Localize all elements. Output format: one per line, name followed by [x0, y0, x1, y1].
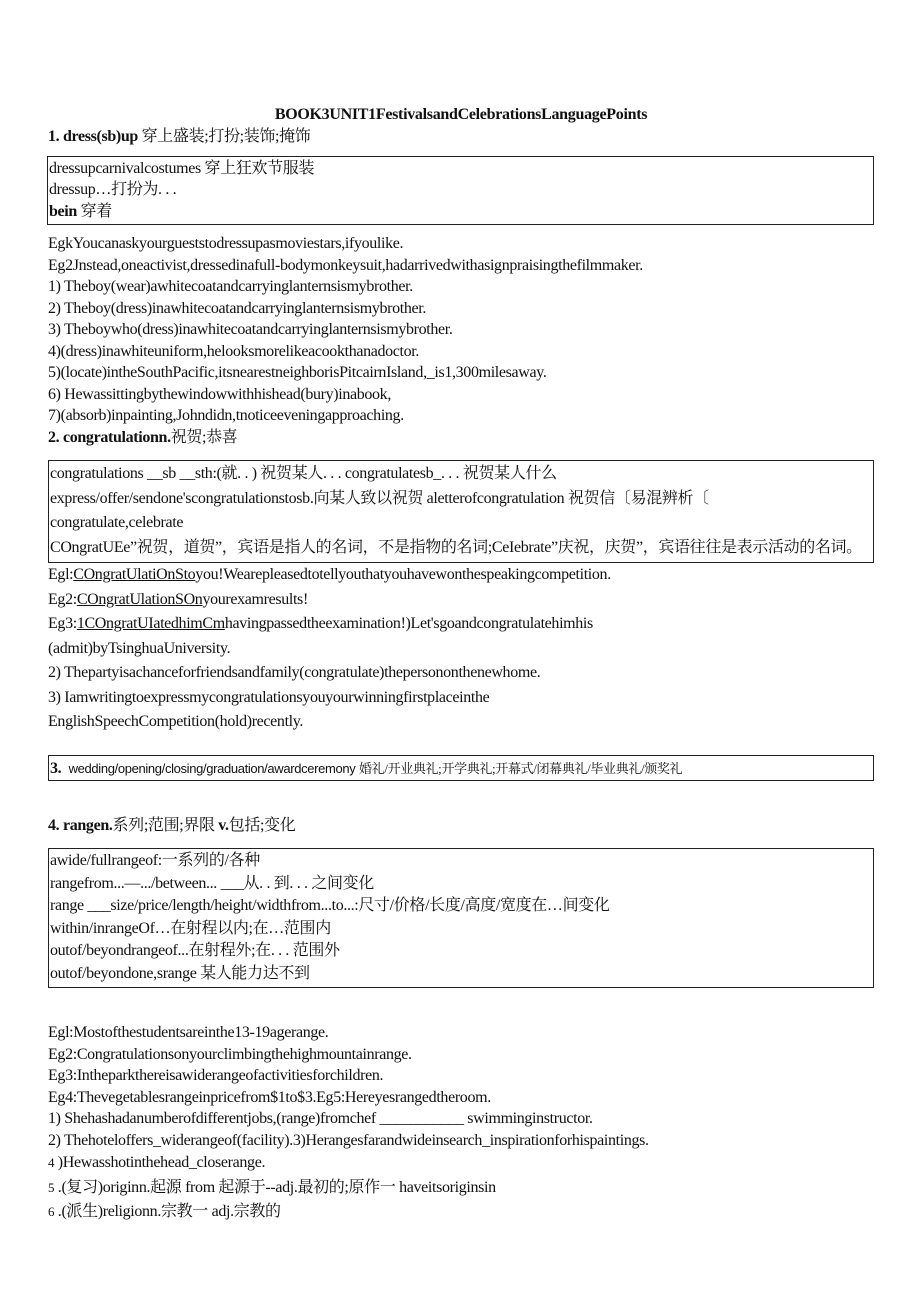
example-line [48, 563, 874, 588]
box-line: within/inrangeOf…在射程以内;在…范围内 [50, 919, 331, 937]
exercise-line: 6) Hewassittingbythewindowwithhishead(bury)inabook, [48, 385, 391, 403]
example-prefix: Egl: [48, 566, 74, 583]
box-line: outof/beyondrangeof...在射程外;在. . . 范围外 [50, 942, 340, 959]
item-number: 4 [48, 1155, 55, 1170]
section-4-box [48, 848, 874, 988]
box-line: congratulations __sb __sth:(就. . ) 祝贺某人. . . congratulatesb_. . . 祝贺某人什么 [50, 465, 557, 482]
item-text: .(复习)originn.起源 from 起源于--adj.最初的;原作一 haveitsoriginsin [54, 1178, 496, 1196]
exercise-line: 7)(absorb)inpainting,Johndidn,tnoticeeveningapproaching. [48, 407, 404, 424]
example-line: EgkYoucanaskyourgueststodressupasmoviestars,ifyoulike. [48, 235, 404, 252]
section-term: rangen. [62, 816, 113, 834]
exercise-line: 2) Thehoteloffers_widerangeof(facility).3)Herangesfarandwideinsearch_inspirationforhispaintings. [48, 1131, 649, 1149]
section-4-heading [48, 815, 874, 837]
exercise-line: 3) Theboywho(dress)inawhitecoatandcarryinglanternsismybrother. [48, 321, 453, 338]
item-text: .(派生)religionn.宗教一 adj.宗教的 [54, 1203, 281, 1220]
section-1-heading [48, 126, 874, 148]
box-line: congratulate,celebrate [50, 514, 184, 531]
example-prefix: Eg2: [48, 590, 77, 608]
box-line: express/offer/sendone'scongratulationstosb.向某人致以祝贺 aletterofcongratulation 祝贺信〔易混辨析〔 [50, 489, 709, 507]
section-3-line [50, 758, 872, 780]
example-line: Eg3:Intheparkthereisawiderangeofactivitiesforchildren. [48, 1067, 384, 1084]
exercise-line: (admit)byTsinghuaUniversity. [48, 639, 231, 657]
exercise-line: 1) Shehashadanumberofdifferentjobs,(range)fromchef ___________ swimminginstructor. [48, 1110, 593, 1127]
section-3-box [48, 755, 874, 781]
section-term-meaning: 祝贺;恭喜 [170, 428, 238, 446]
item-number: 6 [48, 1204, 55, 1219]
section-2-heading [48, 427, 874, 449]
ceremony-terms: wedding/opening/closing/graduation/awardceremony [68, 760, 356, 776]
exercise-line [48, 1200, 874, 1225]
example-line: Eg2Jnstead,oneactivist,dressedinafull-bodymonkeysuit,hadarrivedwithasignpraisingthefilmmaker. [48, 256, 643, 274]
section-number: 1. [48, 128, 60, 145]
section-term-meaning: 系列;范围;界限 [112, 816, 215, 834]
example-line [48, 612, 874, 637]
item-number: 5 [48, 1179, 55, 1195]
exercise-line [48, 1151, 874, 1176]
document-title: BOOK3UNIT1FestivalsandCelebrationsLanguagePoints [274, 106, 648, 123]
example-rest: yourexamresults! [202, 590, 308, 608]
example-line: Eg4:Thevegetablesrangeinpricefrom$1to$3.Eg5:Hereyesrangedtheroom. [48, 1088, 491, 1106]
section-term: congratulationn. [62, 428, 171, 446]
item-text: )Hewasshotinthehead_closerange. [54, 1154, 266, 1171]
section-term-verb: v. [218, 816, 229, 834]
box-line: outof/beyondone,srange 某人能力达不到 [50, 964, 310, 982]
bold-term: bein [49, 202, 77, 220]
example-prefix: Eg3: [48, 615, 77, 632]
box-line: dressup…打扮为. . . [49, 181, 177, 198]
example-line: Eg2:Congratulationsonyourclimbingthehighmountainrange. [48, 1045, 412, 1063]
exercise-line: EnglishSpeechCompetition(hold)recently. [48, 713, 304, 730]
exercise-line: 5)(locate)intheSouthPacific,itsnearestneighborisPitcairnIsland,_is1,300milesaway. [48, 364, 547, 381]
box-line: dressupcarnivalcostumes 穿上狂欢节服装 [49, 159, 315, 177]
box-line: awide/fullrangeof:一系列的/各种 [50, 852, 260, 869]
box-line: range ___size/price/length/height/widthfrom...to...:尺寸/价格/长度/高度/宽度在…间变化 [50, 897, 610, 914]
exercise-line: 2) Thepartyisachanceforfriendsandfamily(congratulate)thepersononthenewhome. [48, 664, 541, 681]
ceremony-meanings: 婚礼/开业典礼;开学典礼;开幕式/闭幕典礼/毕业典礼/颁奖礼 [359, 760, 683, 776]
box-line [49, 201, 872, 223]
example-rest: you!Wearepleasedtotellyouthatyouhavewonthespeakingcompetition. [195, 566, 611, 583]
exercise-line: 2) Theboy(dress)inawhitecoatandcarryinglanternsismybrother. [48, 299, 427, 317]
example-underlined: COngratUlatiOnSto [73, 566, 196, 583]
exercise-line: 3) Iamwritingtoexpressmycongratulationsyouyourwinningfirstplaceinthe [48, 688, 490, 706]
example-rest: havingpassedtheexamination!)Let'sgoandcongratulatehimhis [224, 615, 593, 632]
exercise-line [48, 1176, 874, 1201]
example-line: Egl:Mostofthestudentsareinthe13-19agerange. [48, 1024, 329, 1041]
document-page [48, 104, 874, 1225]
section-1-box [47, 156, 874, 226]
section-number: 4. [48, 816, 60, 834]
section-term: dress(sb)up [62, 128, 138, 145]
section-2-box [48, 460, 874, 563]
section-number: 3. [50, 759, 62, 777]
section-number: 2. [48, 428, 60, 446]
exercise-line: 4)(dress)inawhiteuniform,helooksmorelikeacookthanadoctor. [48, 342, 420, 360]
bold-term-meaning: 穿着 [80, 202, 112, 220]
example-line [48, 588, 874, 613]
example-underlined: 1COngratUIatedhimCm [76, 615, 225, 632]
section-term-verb-meaning: 包括;变化 [228, 816, 296, 834]
section-term-meaning: 穿上盛装;打扮;装饰;掩饰 [141, 128, 311, 145]
box-line: COngratUEe”祝贺，道贺”，宾语是指人的名词，不是指物的名词;CeIebrate”庆祝，庆贺”，宾语往往是表示活动的名词。 [50, 538, 862, 556]
box-line: rangefrom...—.../between... ___从. . 到. . . 之间变化 [50, 874, 374, 892]
example-underlined: COngratUlationSOn [76, 590, 203, 608]
exercise-line: 1) Theboy(wear)awhitecoatandcarryinglanternsismybrother. [48, 278, 413, 295]
